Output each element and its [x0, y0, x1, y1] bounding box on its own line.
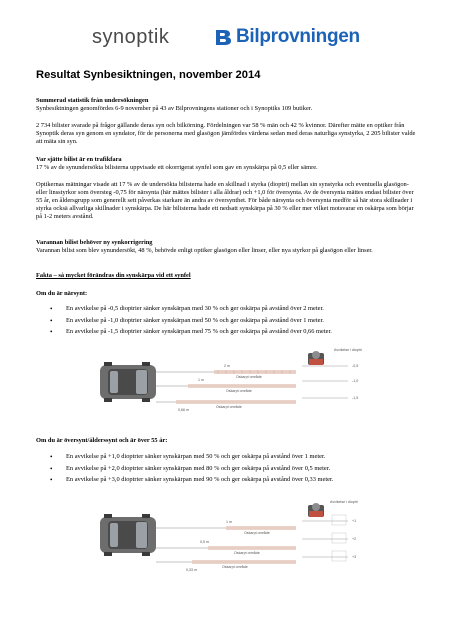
diopter-value: +3	[352, 555, 357, 559]
distance-label: 0,66 m	[178, 408, 189, 412]
risk-paragraph-1: 17 % av de synundersökta bilisterna uppvisade ett okorrigerat synfel som gav en synskärpa på 0,5 eller sämre.	[36, 164, 318, 171]
person-icon	[308, 503, 324, 517]
blur-area-label: Oskarpt område	[234, 551, 260, 555]
summary-heading: Summerad statistik från undersökningen	[36, 97, 149, 104]
risk-heading: Var sjätte bilist är en trafikfara	[36, 156, 122, 163]
list-item: • En avvikelse på -1,0 dioptrier sänker synskärpan med 50 % och ger oskärpa på avstånd över 1 meter.	[36, 317, 418, 325]
farsighted-list	[36, 453, 418, 488]
synoptik-logo: synoptik	[92, 26, 170, 48]
correction-heading: Varannan bilist behöver ny synkorrigering	[36, 239, 153, 246]
page-title: Resultat Synbesiktningen, november 2014	[36, 69, 261, 81]
diopter-value: -1,5	[352, 396, 359, 400]
legend-title: Avvikelse i dioptri	[334, 348, 362, 352]
car-icon	[100, 514, 156, 556]
distance-label: 1 m	[226, 520, 232, 524]
diopter-value: +1	[352, 519, 357, 523]
legend-title: Avvikelse i dioptri	[330, 500, 358, 504]
nearsighted-list	[36, 305, 418, 340]
blur-area-label: Oskarpt område	[222, 565, 248, 569]
farsighted-heading: Om du är översynt/ålderssynt och är över 55 år:	[36, 437, 168, 444]
correction-paragraph: Varannan bilist som blev synundersökt, 48 %, behövde enligt optiker glasögon eller linser, eller nya styrkor på glasögon eller linser.	[36, 247, 373, 254]
list-item: • En avvikelse på +3,0 dioptrier sänker synskärpan med 90 % och ger oskärpa på avstånd över 0,33 meter.	[36, 476, 418, 484]
blur-area-label: Oskarpt område	[236, 375, 262, 379]
bilprovningen-logo: Bilprovningen	[214, 26, 384, 48]
diopter-value: -1,0	[352, 379, 359, 383]
list-item: • En avvikelse på +2,0 dioptrier sänker synskärpan med 80 % och ger oskärpa på avstånd över 0,5 meter.	[36, 465, 418, 473]
diopter-value: +2	[352, 537, 357, 541]
facts-heading: Fakta – så mycket förändras din synskärpa vid ett synfel	[36, 272, 191, 279]
distance-label: 1 m	[198, 378, 204, 382]
blur-area-label: Oskarpt område	[216, 405, 242, 409]
header-logos	[92, 26, 392, 48]
person-icon	[308, 351, 324, 365]
distance-label: 2 m	[224, 364, 230, 368]
diopter-value: -0,5	[352, 364, 359, 368]
blur-area-label: Oskarpt område	[244, 531, 270, 535]
blur-area-label: Oskarpt område	[226, 389, 252, 393]
list-item: • En avvikelse på -0,5 dioptrier sänker synskärpan med 30 % och ger oskärpa på avstånd över 2 meter.	[36, 305, 418, 313]
distance-label: 0,33 m	[186, 568, 197, 572]
car-icon	[100, 362, 156, 402]
distance-label: 0,5 m	[200, 540, 209, 544]
nearsighted-illustration	[96, 345, 376, 417]
list-item: • En avvikelse på +1,0 dioptrier sänker synskärpan med 50 % och ger oskärpa på avstånd över 1 meter.	[36, 453, 418, 461]
nearsighted-heading: Om du är närsynt:	[36, 290, 88, 297]
farsighted-illustration	[96, 497, 376, 575]
bilprovningen-mark-icon	[214, 28, 232, 46]
summary-paragraph-2: 2 734 bilister svarade på frågor gällande deras syn och bilkörning. Fördelningen var 58 % män och 42 % kvinnor. Därefter mätte en optiker från Synoptik deras syn genom en syndator, för de personerna med glasögon jämfördes värdena sedan med deras naturliga synstyrka, 2 205 bilister valde att mäta sin syn.	[36, 122, 416, 146]
farsighted-figure	[96, 497, 376, 575]
risk-paragraph-2: Optikernas mätningar visade att 17 % av de undersökta bilisterna hade en skillnad i styrka (dioptri) mellan sin synstyrka och eventuella glasögon- eller linsstyrkor som översteg -0,75 för närsynta (här mättes bilister i alla åldrar) och +1,0 för översynta. Av de översynta mättes endast bilister över 55 år, en åldersgrupp som generellt sett påverkas starkare än andra av översynthet. För både närsynta och översynta medför så här stora skillnader i styrka ocksä allvarliga skillnader i synskärpa. De här bilisterna hade ett nedsatt synskärpa på 30 % eller mer vilket motsvarar en oskärpa som börjar på 1-2 meters avstånd.	[36, 181, 414, 221]
summary-paragraph-1: Synbesiktningen genomfördes 6-9 november på 43 av Bilprovningens stationer och i Synoptiks 109 butiker.	[36, 105, 313, 112]
list-item: • En avvikelse på -1,5 dioptrier sänker synskärpan med 75 % och ger oskärpa på avstånd över 0,66 meter.	[36, 328, 418, 336]
nearsighted-figure	[96, 345, 376, 417]
